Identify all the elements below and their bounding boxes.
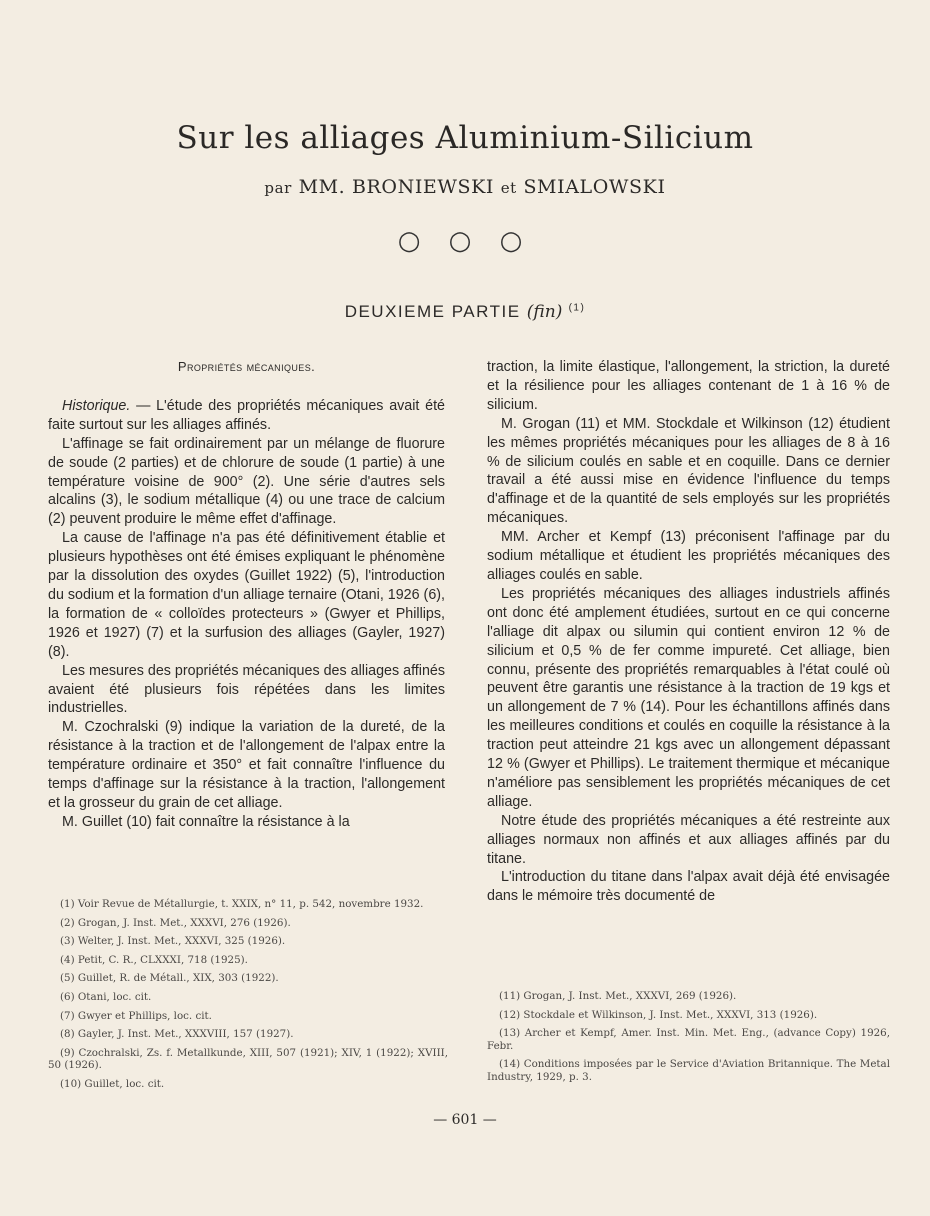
footnote: (5) Guillet, R. de Métall., XIX, 303 (1922).: [60, 972, 279, 985]
footnotes-left: [48, 898, 448, 1097]
footnote: (4) Petit, C. R., CLXXXI, 718 (1925).: [60, 953, 248, 966]
paragraph: M. Grogan (11) et MM. Stockdale et Wilkinson (12) étudient les mêmes propriétés mécaniques pour les alliages de 8 à 16 % de silicium coulés en sable et en coquille. Dans ce dernier travail a été aussi mise en évidence l'influence du temps d'affinage et de la quantité de sels employés sur les propriétés mécaniques.: [487, 415, 890, 527]
authors-par: par: [264, 179, 292, 197]
paragraph: La cause de l'affinage n'a pas été définitivement établie et plusieurs hypothèses ont été émises expliquant le phénomène par la dissolution des oxydes (Guillet 1922) (5), l'introduction du sodium et la formation d'un alliage ternaire (Otani, 1926 (6), la formation de « colloïdes protecteurs » (Gwyer et Phillips, 1926 et 1927) (7) et la surfusion des alliages (Gayler, 1927) (8).: [48, 530, 445, 660]
paragraph: L'introduction du titane dans l'alpax avait déjà été envisagée dans le mémoire très documenté de: [487, 869, 890, 905]
paragraph-historique: [48, 397, 445, 435]
authors-line: [0, 176, 930, 198]
article-title: Sur les alliages Aluminium-Silicium: [176, 120, 754, 156]
historique-text: — L'étude des propriétés mécaniques avait été faite surtout sur les alliages affinés.: [48, 397, 445, 433]
part-label: DEUXIEME PARTIE: [344, 302, 521, 321]
paragraph: L'affinage se fait ordinairement par un mélange de fluorure de soude (2 parties) et de chlorure de soude (1 partie) à une température voisine de 900° (2). Une série d'autres sels alcalins (3), le sodium métallique (4) ou une trace de calcium (2) peuvent produire le même effet d'affinage.: [48, 435, 445, 528]
paragraph: traction, la limite élastique, l'allongement, la striction, la dureté et la résilience pour les alliages contenant de 1 à 16 % de silicium.: [487, 359, 890, 413]
footnote: (11) Grogan, J. Inst. Met., XXXVI, 269 (1926).: [499, 990, 737, 1002]
part-fin: (fin): [526, 302, 563, 322]
paragraph: Notre étude des propriétés mécaniques a été restreinte aux alliages normaux non affinés et aux alliages affinés par du titane.: [487, 812, 890, 867]
footnote: (14) Conditions imposées par le Service d'Aviation Britannique. The Metal Industry, 1929, p. 3.: [487, 1058, 890, 1083]
left-column: [48, 358, 445, 832]
footnote: (1) Voir Revue de Métallurgie, t. XXIX, n° 11, p. 542, novembre 1932.: [60, 898, 424, 910]
ornament-circles: ○ ○ ○: [397, 226, 533, 256]
author-smialowski: SMIALOWSKI: [523, 176, 666, 198]
paragraph: M. Guillet (10) fait connaître la résistance à la: [62, 813, 350, 830]
footnote: (7) Gwyer et Phillips, loc. cit.: [60, 1009, 212, 1022]
footnote: (2) Grogan, J. Inst. Met., XXXVI, 276 (1926).: [60, 916, 291, 929]
footnote: (10) Guillet, loc. cit.: [60, 1077, 165, 1090]
part-footnote-ref: (1): [568, 302, 586, 314]
author-broniewski: MM. BRONIEWSKI: [298, 176, 495, 198]
footnote: (12) Stockdale et Wilkinson, J. Inst. Met., XXXVI, 313 (1926).: [499, 1008, 818, 1021]
paragraph: Les mesures des propriétés mécaniques des alliages affinés avaient été plusieurs fois répétées dans les limites industrielles.: [48, 662, 445, 717]
page-number: — 601 —: [433, 1112, 497, 1128]
paragraph: MM. Archer et Kempf (13) préconisent l'affinage par du sodium métallique et étudient les propriétés mécaniques des alliages coulés en sable.: [487, 529, 890, 583]
historique-label: Historique.: [62, 397, 131, 414]
paragraph: Les propriétés mécaniques des alliages industriels affinés ont donc été amplement étudiées, surtout en ce qui concerne l'alliage dit alpax ou silumin qui contient environ 12 % de silicium et 0,5 % de fer comme impureté. Cet alliage, bien connu, présente des propriétés remarquables à l'état coulé où peuvent être garantis une résistance à la traction de 19 kgs et un allongement de 7 % (14). Pour les échantillons affinés dans les meilleures conditions et coulés en coquille la résistance à la traction peut atteindre 21 kgs avec un allongement dépassant 12 % (Gwyer et Phillips). Le traitement thermique et mécanique n'améliore pas sensiblement les propriétés mécaniques de cet alliage.: [487, 585, 890, 810]
paragraph: M. Czochralski (9) indique la variation de la dureté, de la résistance à la traction et de l'allongement de l'alpax entre la température ordinaire et 350° et fait connaître l'influence du temps d'affinage sur la résistance à la traction, l'allongement et la grosseur du grain de cet alliage.: [48, 719, 445, 811]
footnote: (9) Czochralski, Zs. f. Metallkunde, XIII, 507 (1921); XIV, 1 (1922); XVIII, 50 (1926).: [48, 1046, 448, 1072]
footnote: (6) Otani, loc. cit.: [60, 990, 152, 1003]
authors-et: et: [500, 179, 517, 197]
footnotes-right: [487, 990, 890, 1090]
right-column: [487, 358, 890, 906]
footnote: (13) Archer et Kempf, Amer. Inst. Min. Met. Eng., (advance Copy) 1926, Febr.: [487, 1027, 890, 1052]
part-heading: [0, 302, 930, 322]
footnote: (3) Welter, J. Inst. Met., XXXVI, 325 (1926).: [60, 935, 286, 948]
footnote: (8) Gayler, J. Inst. Met., XXXVIII, 157 (1927).: [60, 1028, 294, 1041]
section-heading: Propriétés mécaniques.: [177, 359, 316, 374]
